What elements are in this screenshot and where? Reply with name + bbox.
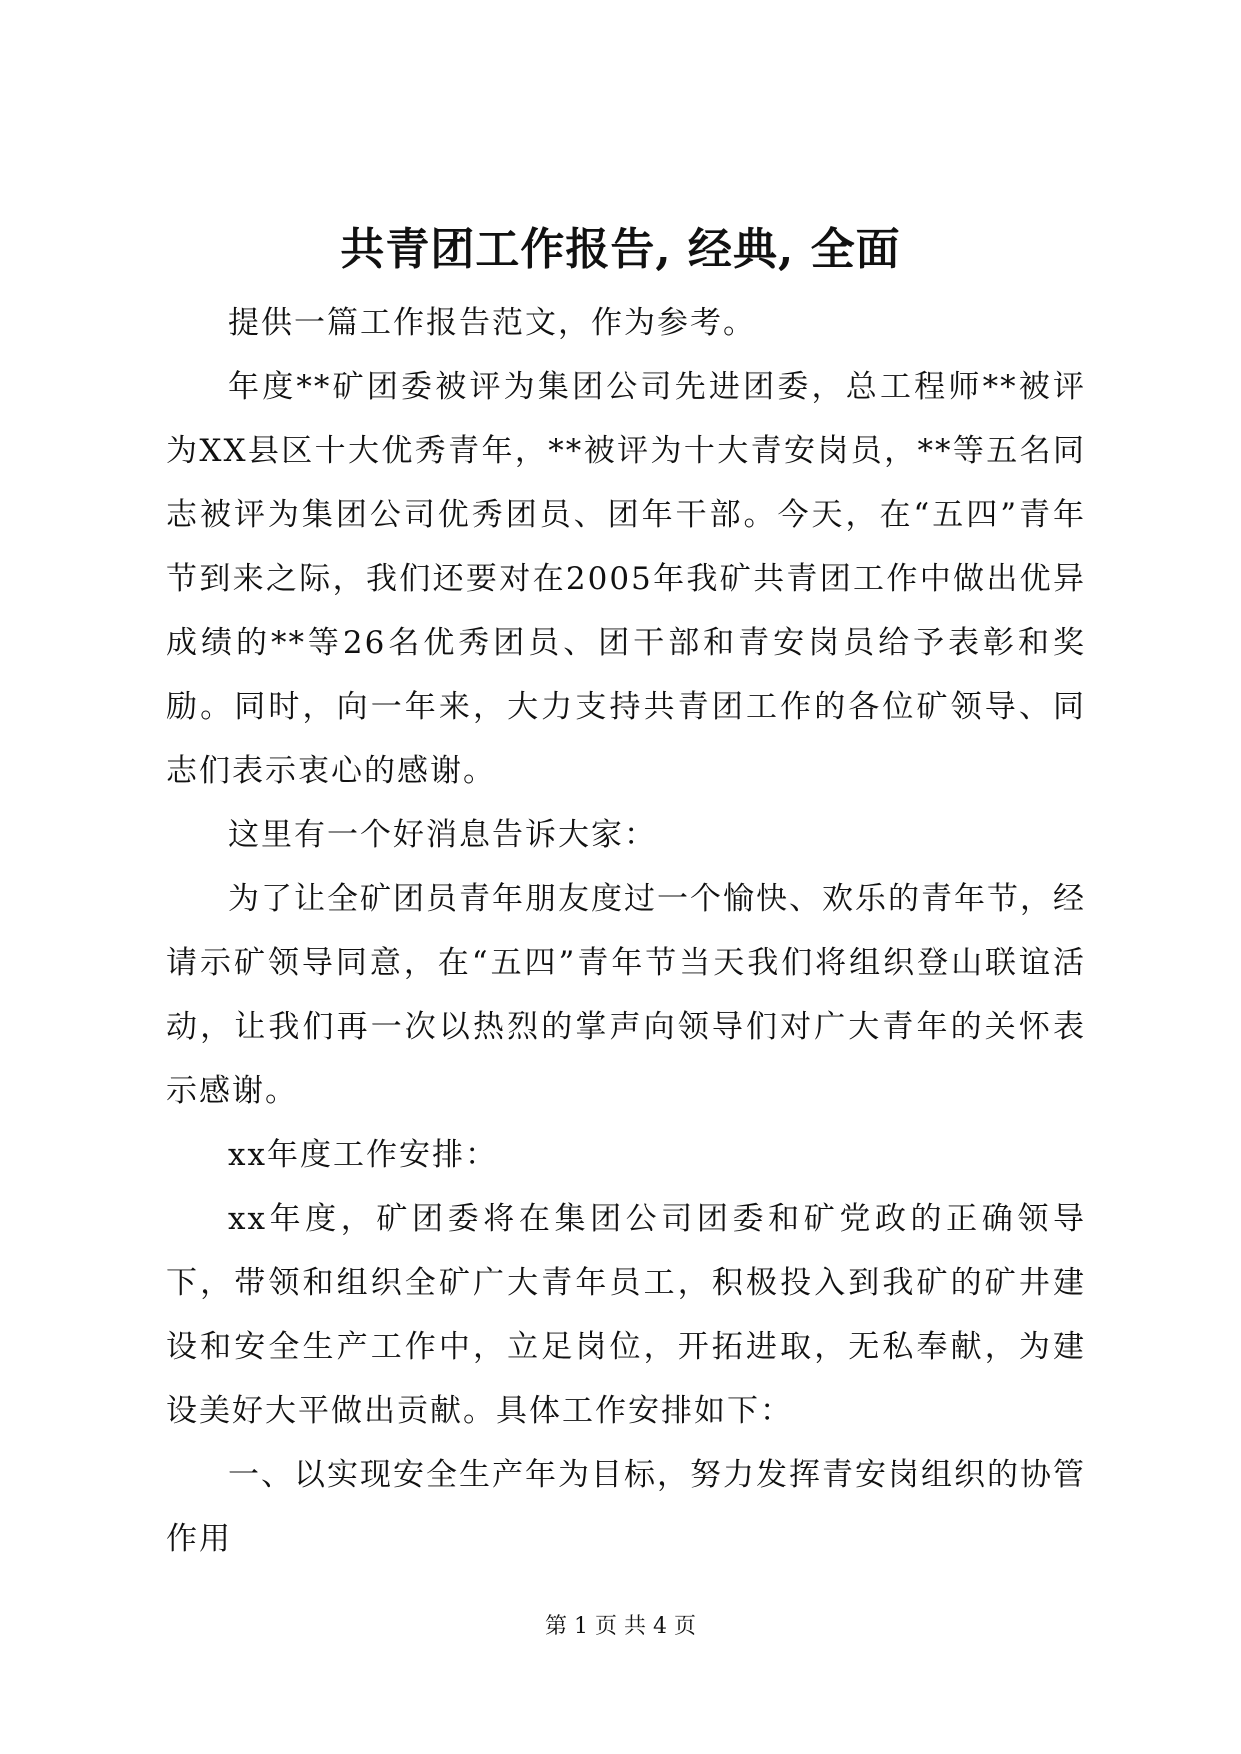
paragraph: 一、以实现安全生产年为目标，努力发挥青安岗组织的协管作用	[166, 1457, 1086, 1557]
paragraph: xx年度工作安排：	[228, 1137, 498, 1173]
paragraph: 提供一篇工作报告范文，作为参考。	[228, 305, 756, 341]
paragraph: 这里有一个好消息告诉大家：	[228, 817, 657, 853]
paragraph: 为了让全矿团员青年朋友度过一个愉快、欢乐的青年节，经请示矿领导同意，在“五四”青年节当天我们将组织登山联谊活动，让我们再一次以热烈的掌声向领导们对广大青年的关怀表示感谢。	[166, 881, 1086, 1109]
document-body	[166, 291, 1086, 1571]
document-title: 共青团工作报告, 经典, 全面	[340, 224, 901, 275]
paragraph: xx年度，矿团委将在集团公司团委和矿党政的正确领导下，带领和组织全矿广大青年员工，积极投入到我矿的矿井建设和安全生产工作中，立足岗位，开拓进取，无私奉献，为建设美好大平做出贡献。具体工作安排如下：	[166, 1201, 1086, 1429]
page-number: 第 1 页 共 4 页	[545, 1614, 696, 1639]
paragraph: 年度**矿团委被评为集团公司先进团委，总工程师**被评为XX县区十大优秀青年，**被评为十大青安岗员，**等五名同志被评为集团公司优秀团员、团年干部。今天，在“五四”青年节到来之际，我们还要对在2005年我矿共青团工作中做出优异成绩的**等26名优秀团员、团干部和青安岗员给予表彰和奖励。同时，向一年来，大力支持共青团工作的各位矿领导、同志们表示衷心的感谢。	[166, 369, 1086, 789]
